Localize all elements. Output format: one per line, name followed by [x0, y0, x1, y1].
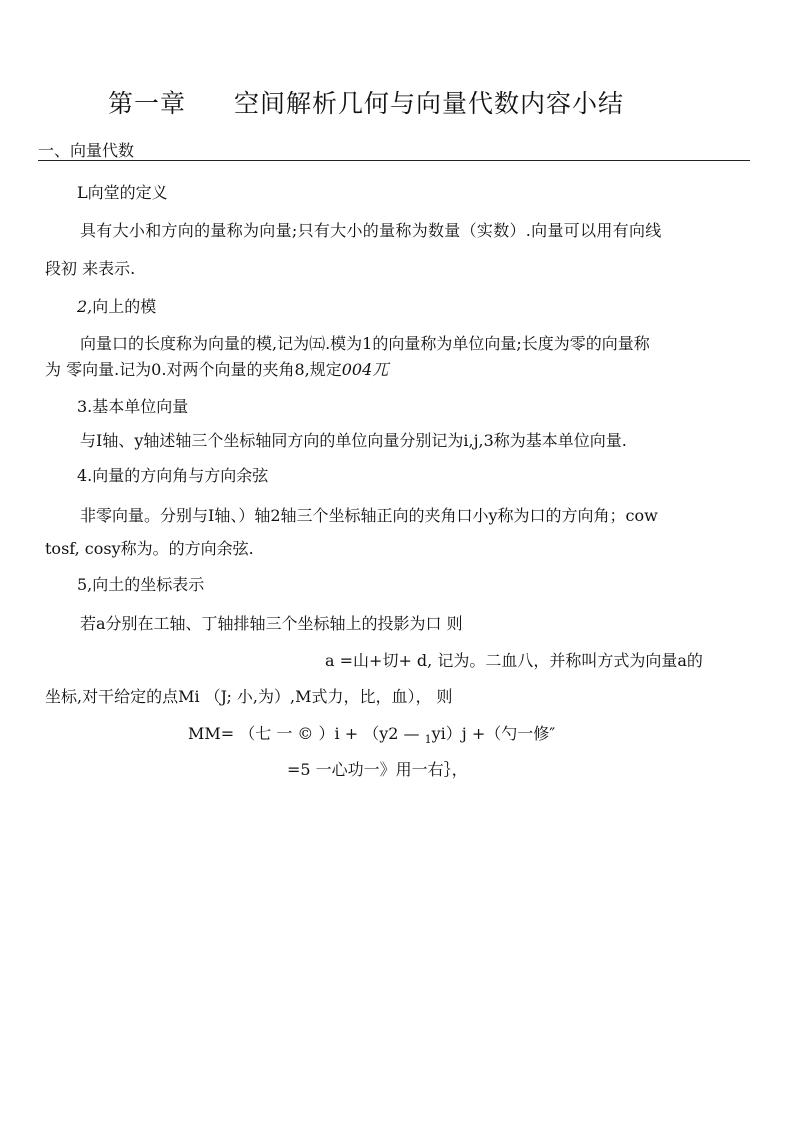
paragraph-basic-unit-vectors: 与I轴、y轴述轴三个坐标轴同方向的单位向量分别记为i,j,3称为基本单位向量.	[80, 431, 627, 450]
heading-basic-unit-vectors: 3.基本单位向量	[77, 397, 189, 416]
paragraph-coordinates-line1: 若a分别在工轴、丁轴排轴三个坐标轴上的投影为口 则	[80, 614, 463, 633]
paragraph-modulus-line1: 向量口的长度称为向量的模,记为㈤.模为1的向量称为单位向量;长度为零的向量称	[80, 334, 650, 353]
formula-part1: MM= （七 一 © ）i + （y2 —	[188, 724, 420, 743]
paragraph-modulus-line2	[45, 360, 388, 380]
paragraph-direction-line1: 非零向量。分别与I轴、）轴2轴三个坐标轴正向的夹角口小y称为口的方向角；cow	[80, 506, 658, 525]
paragraph-definition-line1: 具有大小和方向的量称为向量;只有大小的量称为数量（实数）.向量可以用有向线	[80, 221, 662, 240]
formula-line1	[188, 724, 555, 750]
heading-vector-definition: L向堂的定义	[77, 183, 168, 202]
formula-part2: yi）j +（勺一修″	[431, 724, 556, 743]
formula-line2: =5 一心功一》用一右｝，	[287, 760, 468, 779]
page-title	[108, 84, 624, 120]
modulus-text: 为 零向量.记为0.对两个向量的夹角8,规定	[45, 360, 342, 379]
paragraph-direction-line2: tosf, cosy称为。的方向余弦.	[45, 539, 254, 558]
heading-coordinates: 5,向土的坐标表示	[77, 575, 205, 594]
heading-direction-angles: 4.向量的方向角与方向余弦	[77, 466, 269, 485]
heading-vector-modulus	[77, 297, 156, 317]
angle-range: 004兀	[341, 360, 389, 379]
chapter-number: 第一章	[108, 89, 187, 118]
paragraph-definition-line2: 段初 来表示.	[45, 259, 136, 278]
section-heading: 一、向量代数	[38, 141, 135, 160]
heading-text: 向上的模	[92, 297, 157, 316]
paragraph-coordinates-line3: 坐标,对干给定的点Mi （J; 小,为）,M式力，比，血）， 则	[45, 687, 453, 706]
section-divider	[38, 160, 750, 161]
paragraph-coordinates-line2: a =山+切+ d, 记为。二血八，并称叫方式为向量a的	[325, 651, 703, 670]
heading-number: 2,	[77, 297, 93, 316]
formula-subscript: 1	[424, 733, 432, 747]
chapter-title: 空间解析几何与向量代数内容小结	[234, 89, 625, 118]
